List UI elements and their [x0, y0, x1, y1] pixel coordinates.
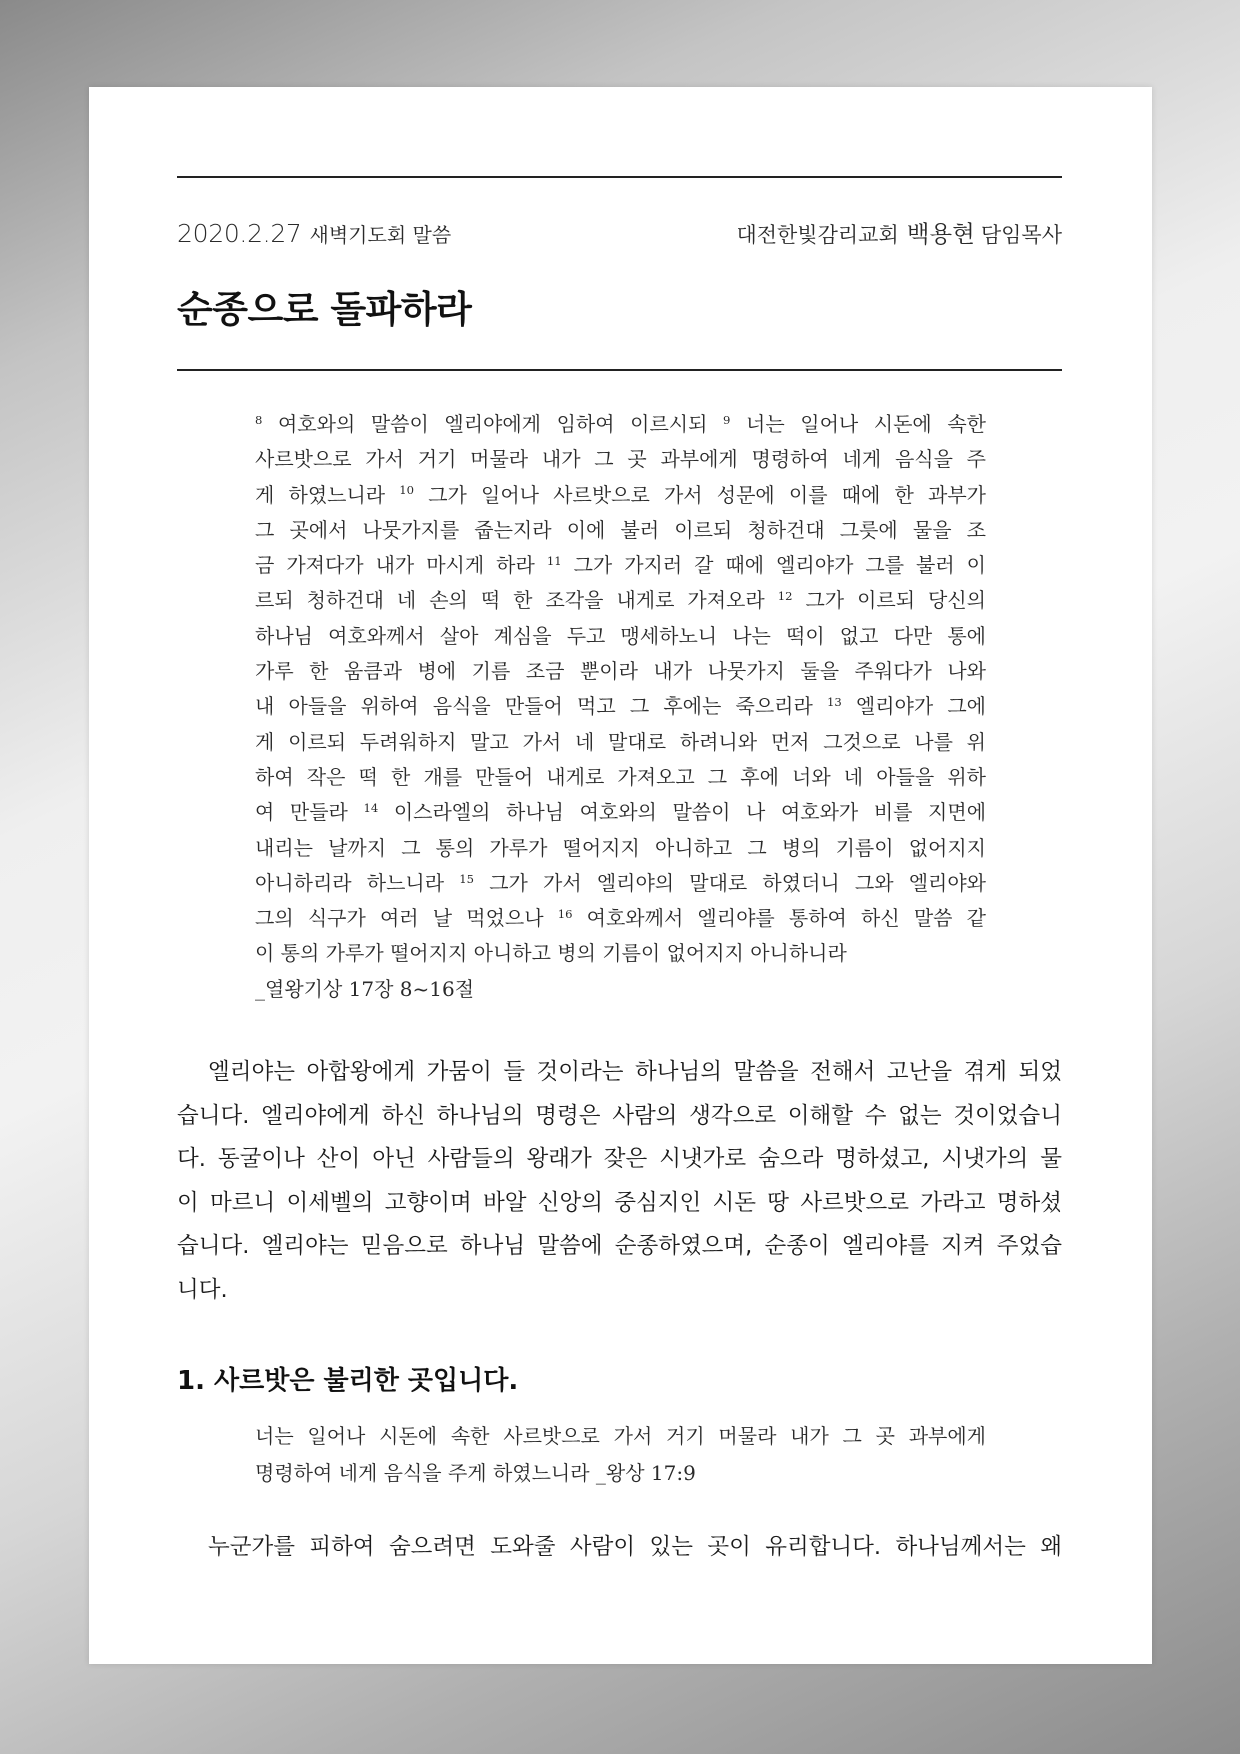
section-quote	[255, 1418, 986, 1492]
scripture-line	[255, 725, 986, 760]
scripture-text: 여호와의 말씀이 엘리야에게 임하여 이르시되	[262, 412, 724, 436]
scripture-text: 엘리야가 그에	[841, 694, 986, 719]
top-rule	[177, 176, 1062, 178]
scripture-line	[255, 442, 986, 477]
verse-number: 14	[363, 801, 379, 816]
scripture-text: 여호와께서 엘리야를 통하여 하신 말씀 같	[572, 906, 986, 931]
intro-paragraph	[177, 1051, 1062, 1313]
scripture-text: 그가 이르되 당신의	[792, 588, 986, 613]
scripture-text: 게 이르되 두려워하지 말고 가서 네 말대로 하려니와 먼저 그것으로 나를 위	[255, 729, 986, 754]
verse-number: 10	[399, 483, 415, 498]
scripture-text: 금 가져다가 내가 마시게 하라	[255, 553, 547, 578]
verse-number: 9	[723, 412, 731, 427]
scripture-passage	[255, 407, 986, 1007]
verse-number: 13	[826, 695, 842, 710]
paragraph-line: 이 마르니 이세벨의 고향이며 바알 신앙의 중심지인 시돈 땅 사르밧으로 가라고 명하셨	[177, 1189, 1062, 1216]
scripture-line	[255, 619, 986, 654]
document-page	[89, 87, 1152, 1664]
scripture-text: 아니하리라 하느니라	[255, 870, 460, 895]
header-left	[177, 219, 451, 248]
section-paragraph	[177, 1526, 1062, 1570]
sermon-title: 순종으로 돌파하라	[177, 288, 472, 331]
scripture-line	[255, 583, 986, 618]
scripture-line	[255, 831, 986, 866]
section-heading: 1. 사르밧은 불리한 곳입니다.	[177, 1366, 519, 1396]
verse-number: 11	[546, 554, 562, 568]
scripture-text: 여 만들라	[255, 800, 364, 825]
church-name: 대전한빛감리교회	[736, 223, 899, 247]
scripture-line	[255, 760, 986, 795]
paragraph-line: 다. 동굴이나 산이 아닌 사람들의 왕래가 잦은 시냇가로 숨으라 명하셨고, 시냇가의 물	[177, 1146, 1062, 1173]
scripture-text: 가루 한 움큼과 병에 기름 조금 뿐이라 내가 나뭇가지 둘을 주워다가 나와	[255, 659, 986, 684]
scripture-text: 그가 가서 엘리야의 말대로 하였더니 그와 엘리야와	[474, 870, 986, 895]
paragraph-line: 누군가를 피하여 숨으려면 도와줄 사람이 있는 곳이 유리합니다. 하나님께서는 왜	[208, 1534, 1062, 1560]
scripture-text: 게 하였느니라	[255, 482, 400, 507]
scripture-text: 그가 일어나 사르밧으로 가서 성문에 이를 때에 한 과부가	[414, 482, 986, 507]
pastor-title: 담임목사	[980, 223, 1062, 247]
scripture-text: 그 곳에서 나뭇가지를 줍는지라 이에 불러 이르되 청하건대 그릇에 물을 조	[255, 517, 986, 542]
scripture-text: 이스라엘의 하나님 여호와의 말씀이 나 여호와가 비를 지면에	[378, 800, 986, 825]
verse-number: 15	[459, 871, 475, 886]
verse-number: 8	[255, 412, 263, 427]
scripture-line	[255, 795, 986, 830]
scripture-text: 이 통의 가루가 떨어지지 아니하고 병의 기름이 없어지지 아니하니라	[255, 941, 847, 966]
scripture-text: 르되 청하건대 네 손의 떡 한 조각을 내게로 가져오라	[255, 588, 778, 613]
scripture-reference: _열왕기상 17장 8~16절	[255, 976, 475, 1001]
scripture-text: 하나님 여호와께서 살아 계심을 두고 맹세하노니 나는 떡이 없고 다만 통에	[255, 623, 986, 648]
pastor-name: 백용현	[906, 220, 975, 248]
scripture-line	[255, 866, 986, 901]
service-date: 2020.2.27	[177, 219, 302, 248]
scripture-line	[255, 513, 986, 548]
scripture-text: 하여 작은 떡 한 개를 만들어 내게로 가져오고 그 후에 너와 네 아들을 위하	[255, 764, 986, 789]
scripture-text: 너는 일어나 시돈에 속한	[730, 412, 986, 436]
quote-line: 너는 일어나 시돈에 속한 사르밧으로 가서 거기 머물라 내가 그 곳 과부에게	[255, 1424, 986, 1448]
title-rule	[177, 369, 1062, 371]
paragraph-line: 습니다. 엘리야는 믿음으로 하나님 말씀에 순종하였으며, 순종이 엘리야를 지켜 주었습	[177, 1233, 1062, 1260]
scripture-lines	[255, 407, 986, 972]
scripture-text: 그가 가지러 갈 때에 엘리야가 그를 불러 이	[561, 553, 986, 578]
scripture-line	[255, 654, 986, 689]
scripture-text: 사르밧으로 가서 거기 머물라 내가 그 곳 과부에게 명령하여 네게 음식을 주	[255, 447, 986, 472]
scripture-text: 내리는 날까지 그 통의 가루가 떨어지지 아니하고 그 병의 기름이 없어지지	[255, 835, 986, 860]
scripture-line	[255, 478, 986, 513]
scripture-line	[255, 936, 986, 971]
verse-number: 16	[557, 906, 573, 921]
scripture-line	[255, 689, 986, 724]
scripture-line	[255, 548, 986, 583]
scripture-line	[255, 901, 986, 936]
scripture-line	[255, 407, 986, 442]
service-name: 새벽기도회 말씀	[309, 223, 452, 247]
quote-line: 명령하여 네게 음식을 주게 하였느니라 _왕상 17:9	[255, 1461, 696, 1485]
paragraph-line: 니다.	[177, 1276, 228, 1303]
document-header	[177, 215, 1062, 251]
paragraph-line: 습니다. 엘리야에게 하신 하나님의 명령은 사람의 생각으로 이해할 수 없는 것이었습니	[177, 1102, 1062, 1129]
header-right	[736, 215, 1062, 249]
paragraph-line: 엘리야는 아합왕에게 가뭄이 들 것이라는 하나님의 말씀을 전해서 고난을 겪게 되었	[208, 1059, 1062, 1085]
scripture-text: 그의 식구가 여러 날 먹었으나	[255, 906, 558, 931]
verse-number: 12	[777, 589, 793, 604]
scripture-text: 내 아들을 위하여 음식을 만들어 먹고 그 후에는 죽으리라	[255, 694, 827, 719]
